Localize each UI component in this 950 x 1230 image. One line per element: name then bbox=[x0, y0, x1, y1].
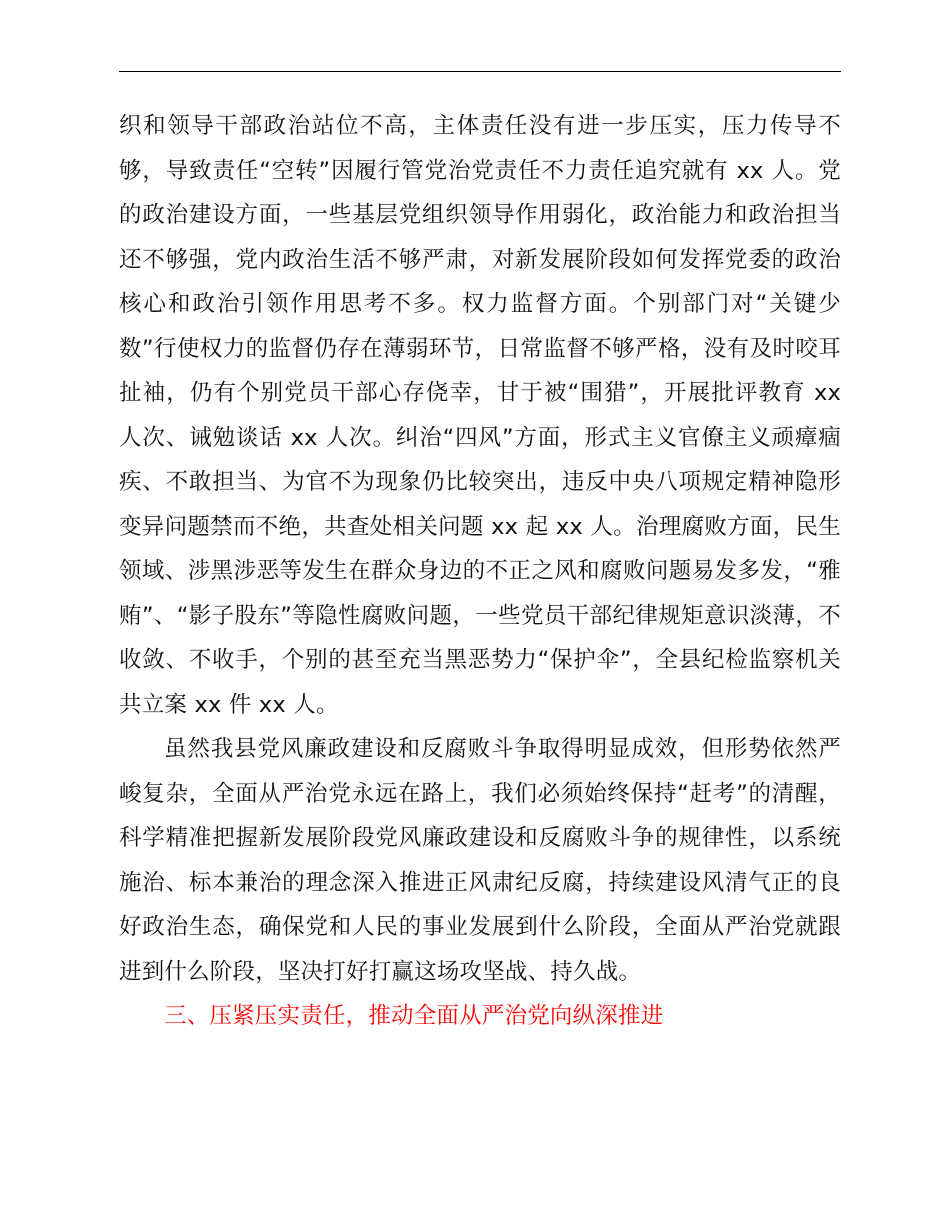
section-heading: 三、压紧压实责任，推动全面从严治党向纵深推进 bbox=[164, 1003, 664, 1029]
document-body bbox=[119, 104, 841, 1039]
paragraph-situation-assessment: 虽然我县党风廉政建设和反腐败斗争取得明显成效，但形势依然严峻复杂，全面从严治党永远在路上，我们必须始终保持“赶考”的清醒，科学精准把握新发展阶段党风廉政建设和反腐败斗争的规律性，以系统施治、标本兼治的理念深入推进正风肃纪反腐，持续建设风清气正的良好政治生态，确保党和人民的事业发展到什么阶段，全面从严治党就跟进到什么阶段，坚决打好打赢这场攻坚战、持久战。 bbox=[119, 736, 841, 985]
paragraph-continuation: 织和领导干部政治站位不高，主体责任没有进一步压实，压力传导不够，导致责任“空转”因履行管党治党责任不力责任追究就有 xx 人。党的政治建设方面，一些基层党组织领导作用弱化，政治能力和政治担当还不够强，党内政治生活不够严肃，对新发展阶段如何发挥党委的政治核心和政治引领作用思考不多。权力监督方面。个别部门对“关键少数”行使权力的监督仍存在薄弱环节，日常监督不够严格，没有及时咬耳扯袖，仍有个别党员干部心存侥幸，甘于被“围猎”，开展批评教育 xx 人次、诫勉谈话 xx 人次。纠治“四风”方面，形式主义官僚主义顽瘴痼疾、不敢担当、为官不为现象仍比较突出，违反中央八项规定精神隐形变异问题禁而不绝，共查处相关问题 xx 起 xx 人。治理腐败方面，民生领域、涉黑涉恶等发生在群众身边的不正之风和腐败问题易发多发，“雅贿”、“影子股东”等隐性腐败问题，一些党员干部纪律规矩意识淡薄，不收敛、不收手，个别的甚至充当黑恶势力“保护伞”，全县纪检监察机关共立案 xx 件 xx 人。 bbox=[119, 113, 841, 718]
header-rule bbox=[119, 71, 841, 72]
